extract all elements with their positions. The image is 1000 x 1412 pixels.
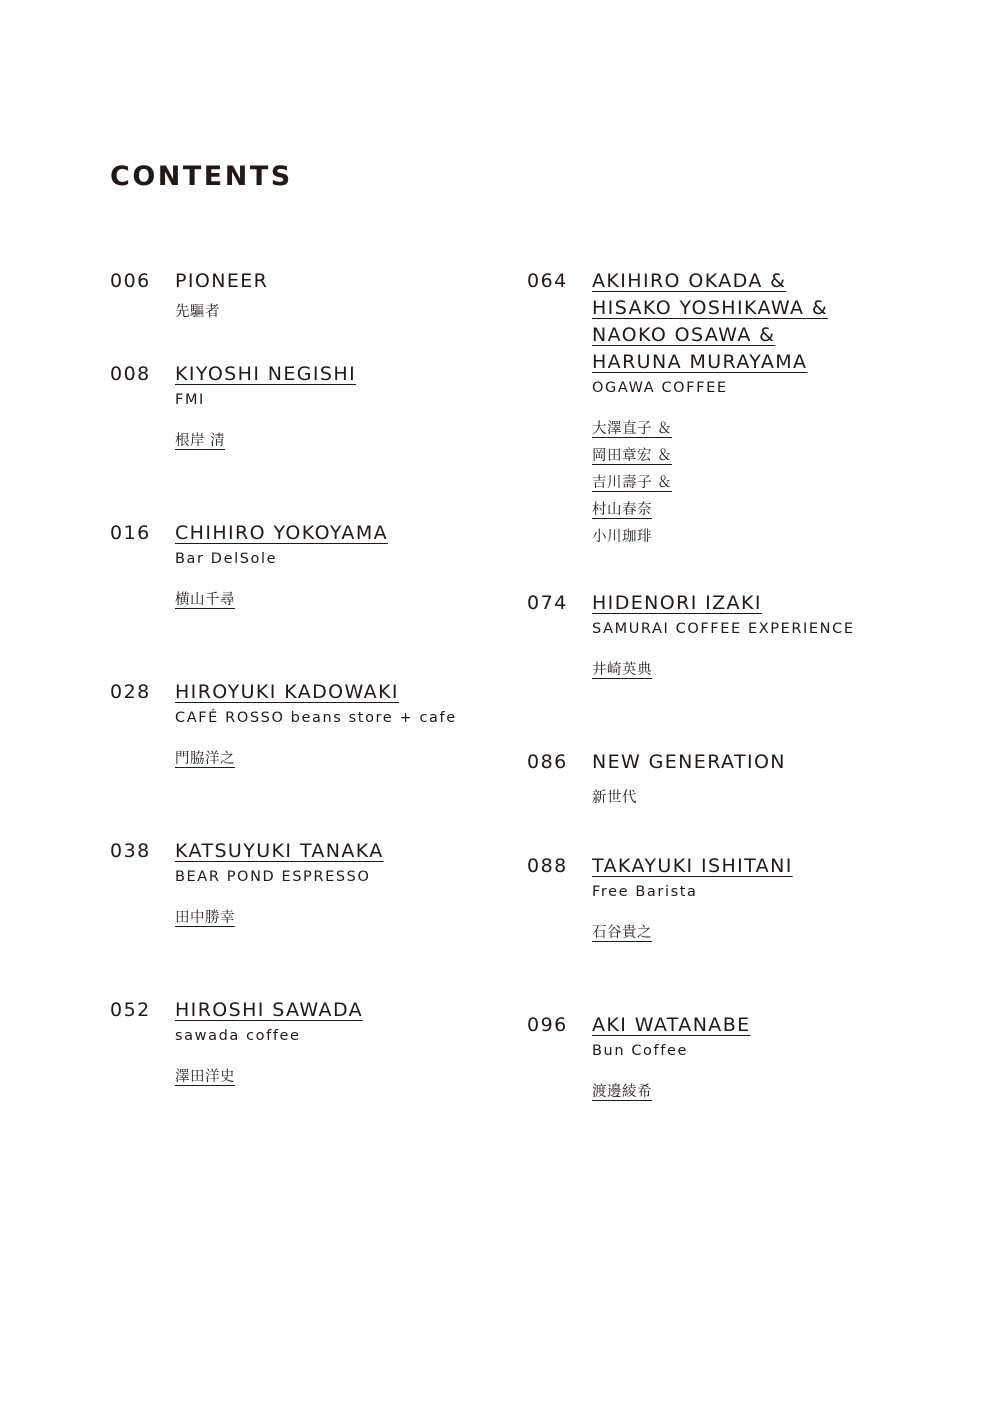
entry-title[interactable] [592,268,942,376]
entry-affiliation: CAFÉ ROSSO beans store + cafe [175,710,457,726]
entry-title-link[interactable]: HIROYUKI KADOWAKI [175,681,399,703]
entry-japanese-link[interactable]: 根岸 清 [175,433,226,449]
page-number: 064 [527,270,568,292]
entry-title-line: NEW GENERATION [592,751,786,773]
entry-affiliation: Bar DelSole [175,551,278,567]
entry-affiliation: OGAWA COFFEE [592,380,728,396]
entry-affiliation: FMI [175,392,205,408]
entry-title[interactable] [175,520,525,547]
page-title: CONTENTS [110,161,293,192]
entry-title-link[interactable]: AKI WATANABE [592,1014,751,1036]
entry-title-link[interactable]: AKIHIRO OKADA & [592,270,787,292]
entry-title[interactable] [592,590,942,617]
entry-affiliation: BEAR POND ESPRESSO [175,869,371,885]
page-number: 074 [527,592,568,614]
entry-japanese-name: 新世代 [592,790,637,806]
entry-title-link[interactable]: HARUNA MURAYAMA [592,351,808,373]
entry-japanese-affiliation: 小川珈琲 [592,529,652,545]
page-number: 086 [527,751,568,773]
page-number: 052 [110,999,151,1021]
entry-japanese-name: 先驅者 [175,304,220,320]
entry-title[interactable] [175,997,525,1024]
entry-title-link[interactable]: KIYOSHI NEGISHI [175,363,357,385]
page-number: 008 [110,363,151,385]
entry-title[interactable] [175,679,525,706]
entry-japanese-link[interactable]: 岡田章宏 ＆ [592,448,673,464]
entry-title-link[interactable]: KATSUYUKI TANAKA [175,840,384,862]
page-number: 038 [110,840,151,862]
entry-japanese-link[interactable]: 村山春奈 [592,502,652,518]
entry-title [592,749,942,776]
entry-japanese-link[interactable]: 横山千尋 [175,592,235,608]
page-number: 028 [110,681,151,703]
entry-japanese-link[interactable]: 井崎英典 [592,662,652,678]
page-number: 088 [527,855,568,877]
page-number: 096 [527,1014,568,1036]
entry-japanese-link[interactable]: 大澤直子 ＆ [592,421,673,437]
entry-title[interactable] [175,361,525,388]
entry-japanese-link[interactable]: 田中勝幸 [175,910,235,926]
entry-title [175,268,525,295]
entry-title[interactable] [592,1012,942,1039]
entry-title[interactable] [175,838,525,865]
entry-affiliation: Bun Coffee [592,1043,688,1059]
entry-affiliation: SAMURAI COFFEE EXPERIENCE [592,621,855,637]
entry-japanese-link[interactable]: 渡邊綾希 [592,1084,652,1100]
entry-title-link[interactable]: HISAKO YOSHIKAWA & [592,297,829,319]
entry-affiliation: sawada coffee [175,1028,301,1044]
entry-title[interactable] [592,853,942,880]
entry-title-link[interactable]: NAOKO OSAWA & [592,324,776,346]
entry-title-link[interactable]: HIDENORI IZAKI [592,592,762,614]
entry-title-link[interactable]: CHIHIRO YOKOYAMA [175,522,389,544]
entry-title-line: PIONEER [175,270,269,292]
entry-title-link[interactable]: TAKAYUKI ISHITANI [592,855,793,877]
entry-japanese-link[interactable]: 吉川壽子 ＆ [592,475,673,491]
entry-japanese-link[interactable]: 石谷貴之 [592,925,652,941]
entry-japanese-link[interactable]: 門脇洋之 [175,751,235,767]
page-number: 006 [110,270,151,292]
entry-affiliation: Free Barista [592,884,698,900]
entry-title-link[interactable]: HIROSHI SAWADA [175,999,364,1021]
page-number: 016 [110,522,151,544]
entry-japanese-link[interactable]: 澤田洋史 [175,1069,235,1085]
